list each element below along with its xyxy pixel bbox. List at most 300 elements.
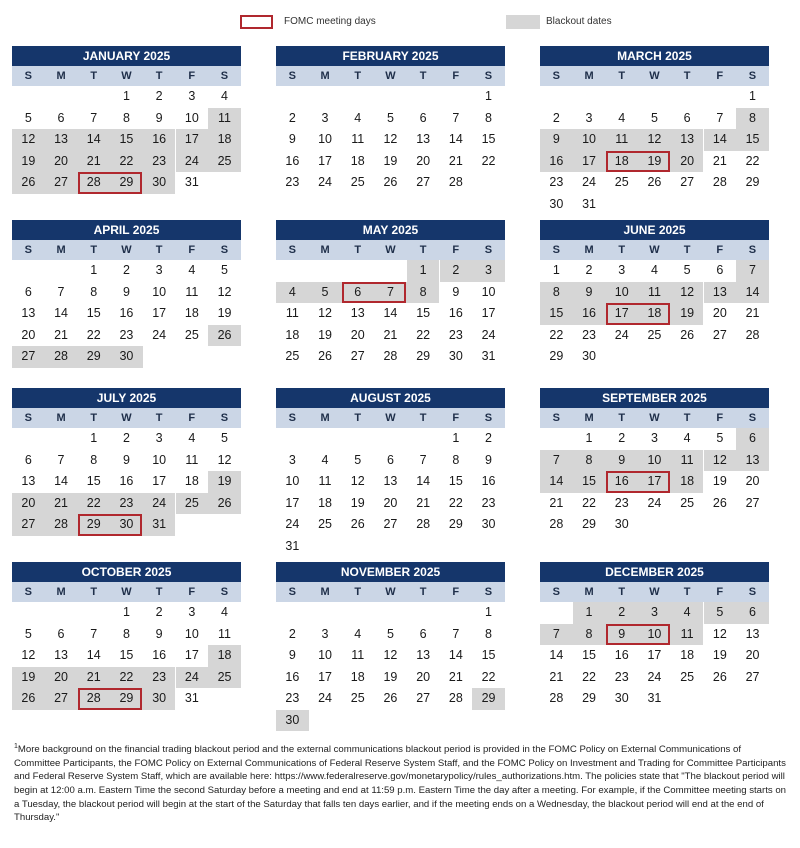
day-cell: 21 [448, 669, 463, 684]
day-cell: 29 [448, 517, 463, 531]
blackout-day-cell: 24 [176, 151, 209, 173]
day-cell: 17 [647, 648, 662, 662]
blackout-day-cell: 22 [110, 151, 143, 173]
blackout-day-cell: 26 [12, 688, 45, 710]
blackout-day-cell: 7 [540, 624, 573, 646]
day-cell: 5 [716, 431, 724, 445]
weekday-header [276, 582, 505, 602]
weekday-label: S [552, 70, 561, 82]
day-cell: 3 [155, 263, 163, 277]
day-cell: 26 [383, 175, 398, 189]
blackout-day-cell: 8 [407, 282, 440, 304]
day-cell: 3 [321, 110, 329, 125]
day-cell: 28 [416, 517, 431, 531]
day-cell: 15 [481, 132, 496, 146]
weekday-label: F [716, 412, 724, 424]
day-cell: 18 [350, 669, 365, 684]
weekday-label: T [618, 70, 626, 82]
day-cell: 27 [745, 495, 760, 510]
blackout-legend-swatch [506, 15, 540, 29]
weekday-label: T [354, 244, 362, 256]
weekday-label: W [649, 586, 660, 598]
blackout-day-cell: 14 [540, 471, 573, 493]
weekday-header [540, 66, 769, 86]
blackout-day-cell: 4 [671, 602, 704, 624]
blackout-day-cell: 15 [573, 471, 606, 493]
day-cell: 27 [712, 327, 727, 342]
day-cell: 4 [354, 626, 362, 641]
day-cell: 26 [318, 349, 332, 363]
day-cell: 2 [122, 431, 130, 445]
day-cell: 6 [419, 626, 427, 641]
day-cell: 26 [712, 669, 727, 684]
blackout-day-cell: 5 [704, 602, 737, 624]
blackout-day-cell: 13 [671, 129, 704, 151]
day-cell: 20 [745, 648, 760, 662]
blackout-day-cell: 8 [573, 450, 606, 472]
weekday-header [276, 408, 505, 428]
month-calendar [540, 388, 769, 536]
day-cell: 6 [24, 452, 32, 467]
day-cell: 23 [614, 669, 629, 684]
day-cell: 13 [54, 648, 68, 662]
day-cell: 17 [318, 669, 332, 684]
day-cell: 12 [712, 626, 727, 641]
day-cell: 19 [217, 306, 232, 320]
weekday-header [540, 240, 769, 260]
day-cell: 10 [184, 110, 199, 125]
day-cell: 11 [351, 132, 365, 146]
day-cell: 28 [745, 327, 760, 342]
blackout-day-cell: 20 [671, 151, 704, 173]
day-cell: 29 [745, 175, 760, 189]
day-cell: 22 [582, 495, 596, 510]
weekday-label: S [220, 70, 229, 82]
day-cell: 21 [549, 495, 564, 510]
day-cell: 30 [448, 349, 463, 363]
day-cell: 31 [582, 196, 596, 211]
day-cell: 17 [184, 648, 199, 662]
day-cell: 17 [152, 306, 167, 320]
weekday-label: F [188, 586, 196, 598]
weekday-label: S [484, 412, 493, 424]
day-cell: 24 [152, 327, 167, 342]
day-cell: 25 [285, 349, 300, 363]
day-cell: 25 [318, 517, 332, 531]
day-cell: 8 [90, 452, 98, 467]
day-cell: 17 [285, 495, 300, 510]
day-cell: 12 [383, 132, 398, 146]
day-cell: 28 [549, 517, 564, 531]
day-cell: 19 [712, 474, 727, 488]
blackout-day-cell: 16 [540, 151, 573, 173]
blackout-day-cell: 14 [736, 282, 769, 304]
blackout-day-cell: 16 [573, 303, 606, 325]
blackout-day-cell: 13 [45, 129, 78, 151]
day-grid [12, 86, 241, 194]
blackout-day-cell: 11 [671, 624, 704, 646]
day-cell: 16 [285, 669, 300, 684]
day-cell: 18 [184, 306, 199, 320]
day-cell: 18 [285, 327, 300, 342]
blackout-day-cell: 18 [671, 471, 704, 493]
weekday-label: S [552, 244, 561, 256]
blackout-day-cell: 6 [341, 282, 374, 304]
month-title: APRIL 2025 [12, 220, 241, 240]
blackout-day-cell: 8 [573, 624, 606, 646]
day-cell: 30 [614, 517, 629, 531]
day-cell: 1 [452, 431, 460, 445]
day-cell: 30 [614, 691, 629, 705]
weekday-label: W [385, 412, 396, 424]
day-cell: 25 [647, 327, 662, 342]
weekday-header [540, 582, 769, 602]
day-cell: 17 [318, 153, 332, 168]
blackout-day-cell: 19 [12, 667, 45, 689]
day-cell: 16 [448, 306, 463, 320]
day-cell: 29 [582, 691, 596, 705]
day-cell: 4 [221, 89, 228, 103]
blackout-day-cell: 29 [472, 688, 505, 710]
day-cell: 7 [90, 626, 98, 641]
weekday-label: W [385, 586, 396, 598]
weekday-label: F [188, 412, 196, 424]
day-cell: 16 [614, 648, 629, 662]
day-cell: 15 [119, 648, 134, 662]
blackout-day-cell: 18 [208, 129, 241, 151]
day-cell: 20 [416, 669, 431, 684]
weekday-label: T [155, 586, 163, 598]
fomc-legend-swatch [240, 15, 273, 29]
blackout-day-cell: 11 [638, 282, 671, 304]
day-cell: 24 [582, 175, 596, 189]
blackout-day-cell: 21 [77, 151, 110, 173]
day-cell: 4 [618, 110, 626, 125]
day-cell: 15 [448, 474, 463, 488]
blackout-day-cell: 25 [176, 493, 209, 515]
day-cell: 23 [582, 327, 596, 342]
blackout-day-cell: 9 [540, 129, 573, 151]
weekday-label: S [220, 412, 229, 424]
weekday-label: M [56, 412, 66, 424]
day-cell: 4 [188, 263, 196, 277]
day-cell: 4 [354, 110, 362, 125]
day-cell: 23 [448, 327, 463, 342]
day-cell: 9 [155, 110, 163, 125]
day-cell: 7 [716, 110, 724, 125]
day-grid [540, 428, 769, 536]
weekday-header [12, 240, 241, 260]
month-calendar [12, 388, 241, 536]
day-cell: 2 [155, 89, 163, 103]
fomc-legend-label: FOMC meeting days [284, 16, 376, 27]
day-cell: 11 [285, 306, 299, 320]
blackout-day-cell: 9 [605, 450, 638, 472]
day-cell: 23 [549, 175, 564, 189]
blackout-day-cell: 18 [605, 151, 638, 173]
weekday-label: W [649, 412, 660, 424]
weekday-label: T [419, 412, 427, 424]
day-cell: 5 [24, 626, 32, 641]
weekday-label: S [24, 412, 33, 424]
day-cell: 2 [122, 263, 130, 277]
day-cell: 22 [448, 495, 463, 510]
day-cell: 11 [185, 452, 199, 467]
blackout-day-cell: 17 [605, 303, 638, 325]
month-title: JUNE 2025 [540, 220, 769, 240]
day-cell: 3 [288, 452, 296, 467]
day-cell: 3 [155, 431, 163, 445]
day-cell: 18 [350, 153, 365, 168]
blackout-day-cell: 12 [671, 282, 704, 304]
day-cell: 7 [419, 452, 427, 467]
day-cell: 11 [185, 284, 199, 299]
blackout-day-cell: 29 [77, 346, 110, 368]
weekday-label: M [320, 244, 330, 256]
weekday-label: S [24, 70, 33, 82]
weekday-label: S [748, 412, 757, 424]
day-cell: 22 [745, 153, 760, 168]
day-cell: 28 [448, 691, 463, 705]
day-cell: 27 [745, 669, 760, 684]
day-grid [276, 260, 505, 368]
day-cell: 26 [647, 175, 662, 189]
day-cell: 19 [318, 327, 332, 342]
day-cell: 15 [481, 648, 496, 662]
weekday-label: M [584, 70, 594, 82]
day-grid [276, 602, 505, 731]
weekday-label: S [748, 586, 757, 598]
day-cell: 9 [122, 284, 130, 299]
blackout-day-cell: 17 [573, 151, 606, 173]
day-cell: 31 [184, 691, 199, 705]
day-cell: 20 [383, 495, 398, 510]
day-cell: 29 [549, 349, 564, 363]
blackout-day-cell: 13 [736, 450, 769, 472]
weekday-label: T [155, 244, 163, 256]
blackout-day-cell: 11 [671, 450, 704, 472]
month-title: MAY 2025 [276, 220, 505, 240]
month-calendar [12, 562, 241, 710]
day-cell: 6 [683, 110, 691, 125]
day-grid [12, 602, 241, 710]
weekday-label: W [385, 244, 396, 256]
day-cell: 6 [57, 110, 65, 125]
blackout-day-cell: 31 [143, 514, 176, 536]
day-cell: 20 [712, 306, 727, 320]
blackout-day-cell: 2 [605, 602, 638, 624]
day-cell: 21 [745, 306, 760, 320]
day-cell: 27 [680, 175, 695, 189]
day-cell: 14 [54, 306, 68, 320]
day-cell: 9 [452, 284, 460, 299]
day-cell: 24 [285, 517, 300, 531]
day-cell: 14 [416, 474, 431, 488]
day-grid [540, 86, 769, 215]
day-cell: 7 [57, 452, 65, 467]
blackout-day-cell: 8 [540, 282, 573, 304]
month-title: SEPTEMBER 2025 [540, 388, 769, 408]
blackout-day-cell: 14 [77, 129, 110, 151]
day-cell: 10 [285, 474, 300, 488]
day-cell: 7 [57, 284, 65, 299]
blackout-day-cell: 14 [704, 129, 737, 151]
blackout-day-cell: 15 [110, 129, 143, 151]
day-cell: 11 [218, 626, 232, 641]
day-cell: 25 [614, 175, 629, 189]
day-grid [276, 428, 505, 557]
day-cell: 24 [614, 327, 629, 342]
weekday-label: M [56, 244, 66, 256]
day-cell: 5 [221, 431, 228, 445]
day-cell: 19 [712, 648, 727, 662]
day-cell: 16 [481, 474, 496, 488]
day-cell: 2 [552, 110, 560, 125]
month-calendar [12, 220, 241, 368]
weekday-label: F [188, 244, 196, 256]
day-cell: 10 [152, 284, 167, 299]
day-cell: 26 [680, 327, 695, 342]
blackout-day-cell: 30 [143, 688, 176, 710]
day-cell: 14 [383, 306, 398, 320]
blackout-day-cell: 19 [208, 471, 241, 493]
blackout-day-cell: 25 [208, 667, 241, 689]
weekday-label: S [748, 244, 757, 256]
day-cell: 13 [416, 132, 431, 146]
blackout-day-cell: 9 [573, 282, 606, 304]
weekday-label: W [121, 244, 132, 256]
day-cell: 15 [582, 648, 596, 662]
day-cell: 2 [155, 605, 163, 619]
weekday-header [12, 66, 241, 86]
day-cell: 31 [647, 691, 662, 705]
weekday-label: M [320, 70, 330, 82]
day-cell: 31 [184, 175, 199, 189]
day-cell: 29 [582, 517, 596, 531]
blackout-day-cell: 21 [45, 493, 78, 515]
day-cell: 3 [650, 431, 658, 445]
day-cell: 30 [582, 349, 596, 363]
blackout-day-cell: 3 [638, 602, 671, 624]
blackout-day-cell: 19 [12, 151, 45, 173]
weekday-label: T [419, 586, 427, 598]
weekday-label: S [24, 244, 33, 256]
weekday-label: M [584, 244, 594, 256]
blackout-day-cell: 24 [143, 493, 176, 515]
day-cell: 21 [448, 153, 463, 168]
day-cell: 28 [448, 175, 463, 189]
blackout-day-cell: 22 [110, 667, 143, 689]
weekday-label: W [649, 70, 660, 82]
blackout-day-cell: 7 [736, 260, 769, 282]
day-cell: 27 [416, 175, 431, 189]
blackout-day-cell: 26 [208, 493, 241, 515]
day-cell: 9 [288, 648, 296, 662]
day-cell: 24 [318, 175, 332, 189]
month-calendar [540, 220, 769, 368]
month-calendar [12, 46, 241, 194]
weekday-label: W [121, 586, 132, 598]
day-cell: 6 [57, 626, 65, 641]
day-cell: 5 [354, 452, 362, 467]
day-cell: 22 [549, 327, 564, 342]
weekday-label: S [484, 70, 493, 82]
day-cell: 13 [350, 306, 365, 320]
blackout-day-cell: 30 [110, 346, 143, 368]
blackout-day-cell: 30 [276, 710, 309, 732]
blackout-day-cell: 10 [638, 450, 671, 472]
day-cell: 24 [318, 691, 332, 705]
day-cell: 13 [416, 648, 431, 662]
day-cell: 12 [350, 474, 365, 488]
day-cell: 8 [90, 284, 98, 299]
weekday-header [12, 408, 241, 428]
weekday-label: T [90, 412, 98, 424]
day-cell: 2 [485, 431, 492, 445]
day-cell: 1 [485, 89, 492, 103]
blackout-day-cell: 27 [12, 346, 45, 368]
weekday-label: T [683, 244, 691, 256]
weekday-label: F [452, 586, 460, 598]
day-cell: 14 [549, 648, 564, 662]
day-cell: 8 [485, 626, 492, 641]
blackout-day-cell: 18 [208, 645, 241, 667]
day-cell: 16 [119, 474, 134, 488]
weekday-label: S [24, 586, 33, 598]
blackout-day-cell: 30 [143, 172, 176, 194]
day-cell: 30 [481, 517, 496, 531]
weekday-label: T [90, 244, 98, 256]
weekday-label: M [584, 412, 594, 424]
day-cell: 2 [618, 431, 626, 445]
day-cell: 16 [152, 648, 167, 662]
day-cell: 13 [383, 474, 398, 488]
day-cell: 19 [350, 495, 365, 510]
weekday-label: S [552, 412, 561, 424]
month-title: JULY 2025 [12, 388, 241, 408]
day-cell: 7 [452, 626, 460, 641]
day-cell: 20 [350, 327, 365, 342]
day-cell: 12 [383, 648, 398, 662]
day-cell: 4 [321, 452, 329, 467]
weekday-label: S [484, 244, 493, 256]
weekday-label: T [618, 412, 626, 424]
day-cell: 21 [383, 327, 398, 342]
day-cell: 22 [481, 669, 496, 684]
weekday-label: S [748, 70, 757, 82]
weekday-label: F [716, 70, 724, 82]
blackout-day-cell: 6 [736, 428, 769, 450]
day-cell: 13 [745, 626, 760, 641]
weekday-header [276, 66, 505, 86]
day-cell: 1 [122, 89, 130, 103]
day-cell: 23 [119, 327, 134, 342]
blackout-day-cell: 17 [638, 471, 671, 493]
day-grid [276, 86, 505, 194]
day-cell: 22 [582, 669, 596, 684]
day-cell: 16 [119, 306, 134, 320]
weekday-label: F [716, 244, 724, 256]
day-cell: 3 [618, 263, 626, 277]
day-cell: 7 [90, 110, 98, 125]
weekday-label: T [683, 586, 691, 598]
weekday-label: F [452, 412, 460, 424]
weekday-label: M [584, 586, 594, 598]
day-cell: 28 [712, 175, 727, 189]
weekday-header [276, 240, 505, 260]
day-cell: 28 [549, 691, 564, 705]
day-cell: 1 [585, 431, 593, 445]
